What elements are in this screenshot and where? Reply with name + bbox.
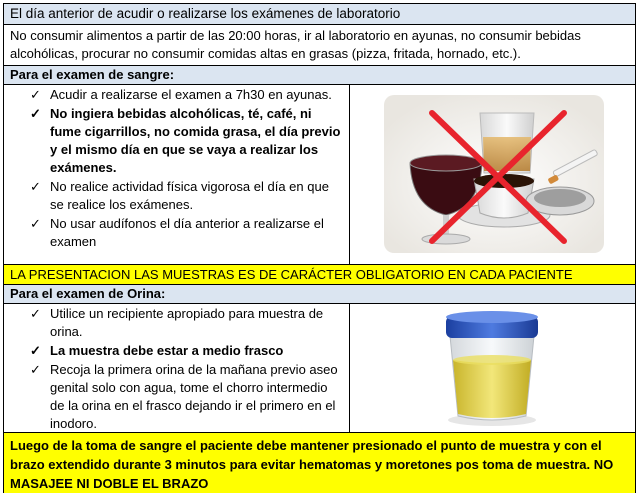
urine-list	[4, 304, 349, 433]
list-item: ✓ No ingiera bebidas alcohólicas, té, café, ni fume cigarrillos, no comida grasa, el día previo y el mismo día en que se vaya a realizar los exámenes.	[30, 106, 341, 175]
blood-list	[4, 85, 349, 251]
check-icon: ✓	[30, 216, 41, 231]
blood-image-cell	[350, 85, 635, 265]
check-icon: ✓	[30, 362, 41, 377]
list-item: ✓ Recoja la primera orina de la mañana previo aseo genital solo con agua, tome el chorro intermedio de la orina en el frasco dejando ir el primero en el inodoro.	[30, 362, 338, 431]
blood-section-heading: Para el examen de sangre:	[4, 66, 635, 85]
lab-instructions-sheet	[3, 3, 636, 493]
check-icon: ✓	[30, 306, 41, 321]
intro-text: No consumir alimentos a partir de las 20:00 horas, ir al laboratorio en ayunas, no consumir bebidas alcohólicas, procurar no consumir comidas altas en grasas (pizza, fritada, hornado, etc.).	[4, 25, 635, 66]
blood-instructions	[4, 85, 350, 265]
urine-instructions	[4, 304, 350, 433]
list-item: ✓ Utilice un recipiente apropiado para muestra de orina.	[30, 306, 324, 339]
urine-section-heading: Para el examen de Orina:	[4, 285, 635, 304]
mandatory-notice: LA PRESENTACION LAS MUESTRAS ES DE CARÁCTER OBLIGATORIO EN CADA PACIENTE	[4, 265, 635, 285]
urine-image-cell	[350, 304, 635, 433]
list-item: ✓ Acudir a realizarse el examen a 7h30 en ayunas.	[30, 87, 332, 102]
check-icon: ✓	[30, 343, 41, 358]
list-item: ✓ No realice actividad física vigorosa el día en que se realice los exámenes.	[30, 179, 329, 212]
check-icon: ✓	[30, 87, 41, 102]
list-item: ✓ No usar audífonos el día anterior a realizarse el examen	[30, 216, 324, 249]
footer-warning: Luego de la toma de sangre el paciente debe mantener presionado el punto de muestra y con el brazo extendido durante 3 minutos para evitar hematomas y moretones pos toma de muestra. NO MASAJEE NI DOBLE EL BRAZO	[4, 433, 635, 493]
list-item: ✓ La muestra debe estar a medio frasco	[30, 343, 284, 358]
check-icon: ✓	[30, 179, 41, 194]
no-alcohol-coffee-tobacco-icon	[384, 95, 604, 253]
check-icon: ✓	[30, 106, 41, 121]
page-title: El día anterior de acudir o realizarse los exámenes de laboratorio	[4, 4, 635, 25]
urine-sample-cup-icon	[430, 308, 554, 428]
